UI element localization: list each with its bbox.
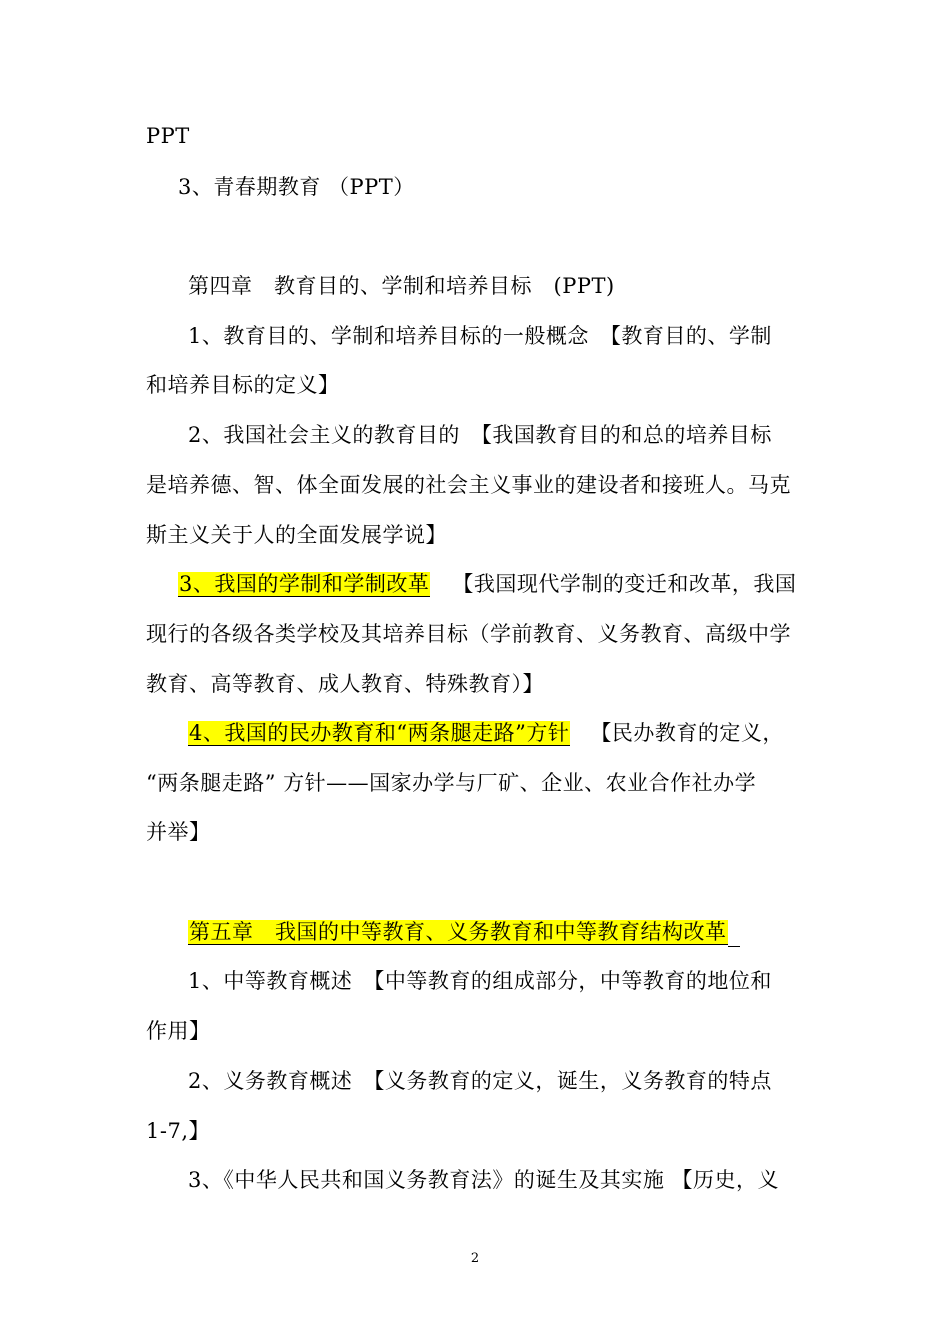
- text-line: “两条腿走路” 方针——国家办学与厂矿、企业、农业合作社办学: [146, 771, 757, 795]
- text-line: 作用】: [146, 1019, 211, 1043]
- text-line: 现行的各级各类学校及其培养目标（学前教育、义务教育、高级中学: [146, 622, 791, 646]
- text-line: [188, 918, 806, 947]
- text-line: 3、青春期教育 （PPT）: [178, 175, 415, 199]
- text-line: 2、义务教育概述 【义务教育的定义，诞生，义务教育的特点: [188, 1069, 772, 1093]
- text-fragment: 【民办教育的定义，: [590, 721, 784, 745]
- text-line: 斯主义关于人的全面发展学说】: [146, 523, 447, 547]
- text-line: 是培养德、智、体全面发展的社会主义事业的建设者和接班人。马克: [146, 473, 791, 497]
- text-line: PPT: [146, 124, 190, 148]
- text-line: 1、中等教育概述 【中等教育的组成部分，中等教育的地位和: [188, 969, 772, 993]
- text-line: 1、教育目的、学制和培养目标的一般概念 【教育目的、学制: [188, 324, 772, 348]
- text-line: 和培养目标的定义】: [146, 373, 340, 397]
- page-number: 2: [470, 1251, 480, 1266]
- underline-extension: [728, 924, 740, 947]
- text-line: 教育、高等教育、成人教育、特殊教育）】: [146, 672, 544, 696]
- chapter-four-heading: 第四章 教育目的、学制和培养目标 (PPT): [188, 274, 615, 298]
- text-line: 并举】: [146, 820, 211, 844]
- highlighted-heading: 3、我国的学制和学制改革: [179, 572, 430, 596]
- text-line: [188, 719, 806, 747]
- text-line: 1-7,】: [146, 1119, 210, 1143]
- text-fragment: 【我国现代学制的变迁和改革，我国: [452, 572, 797, 596]
- text-line: 3、《中华人民共和国义务教育法》的诞生及其实施 【历史，义: [188, 1168, 780, 1192]
- highlighted-heading: 4、我国的民办教育和“两条腿走路”方针: [189, 721, 570, 745]
- text-line: 2、我国社会主义的教育目的 【我国教育目的和总的培养目标: [188, 423, 772, 447]
- chapter-five-heading: 第五章 我国的中等教育、义务教育和中等教育结构改革: [189, 920, 727, 944]
- text-line: [178, 570, 806, 598]
